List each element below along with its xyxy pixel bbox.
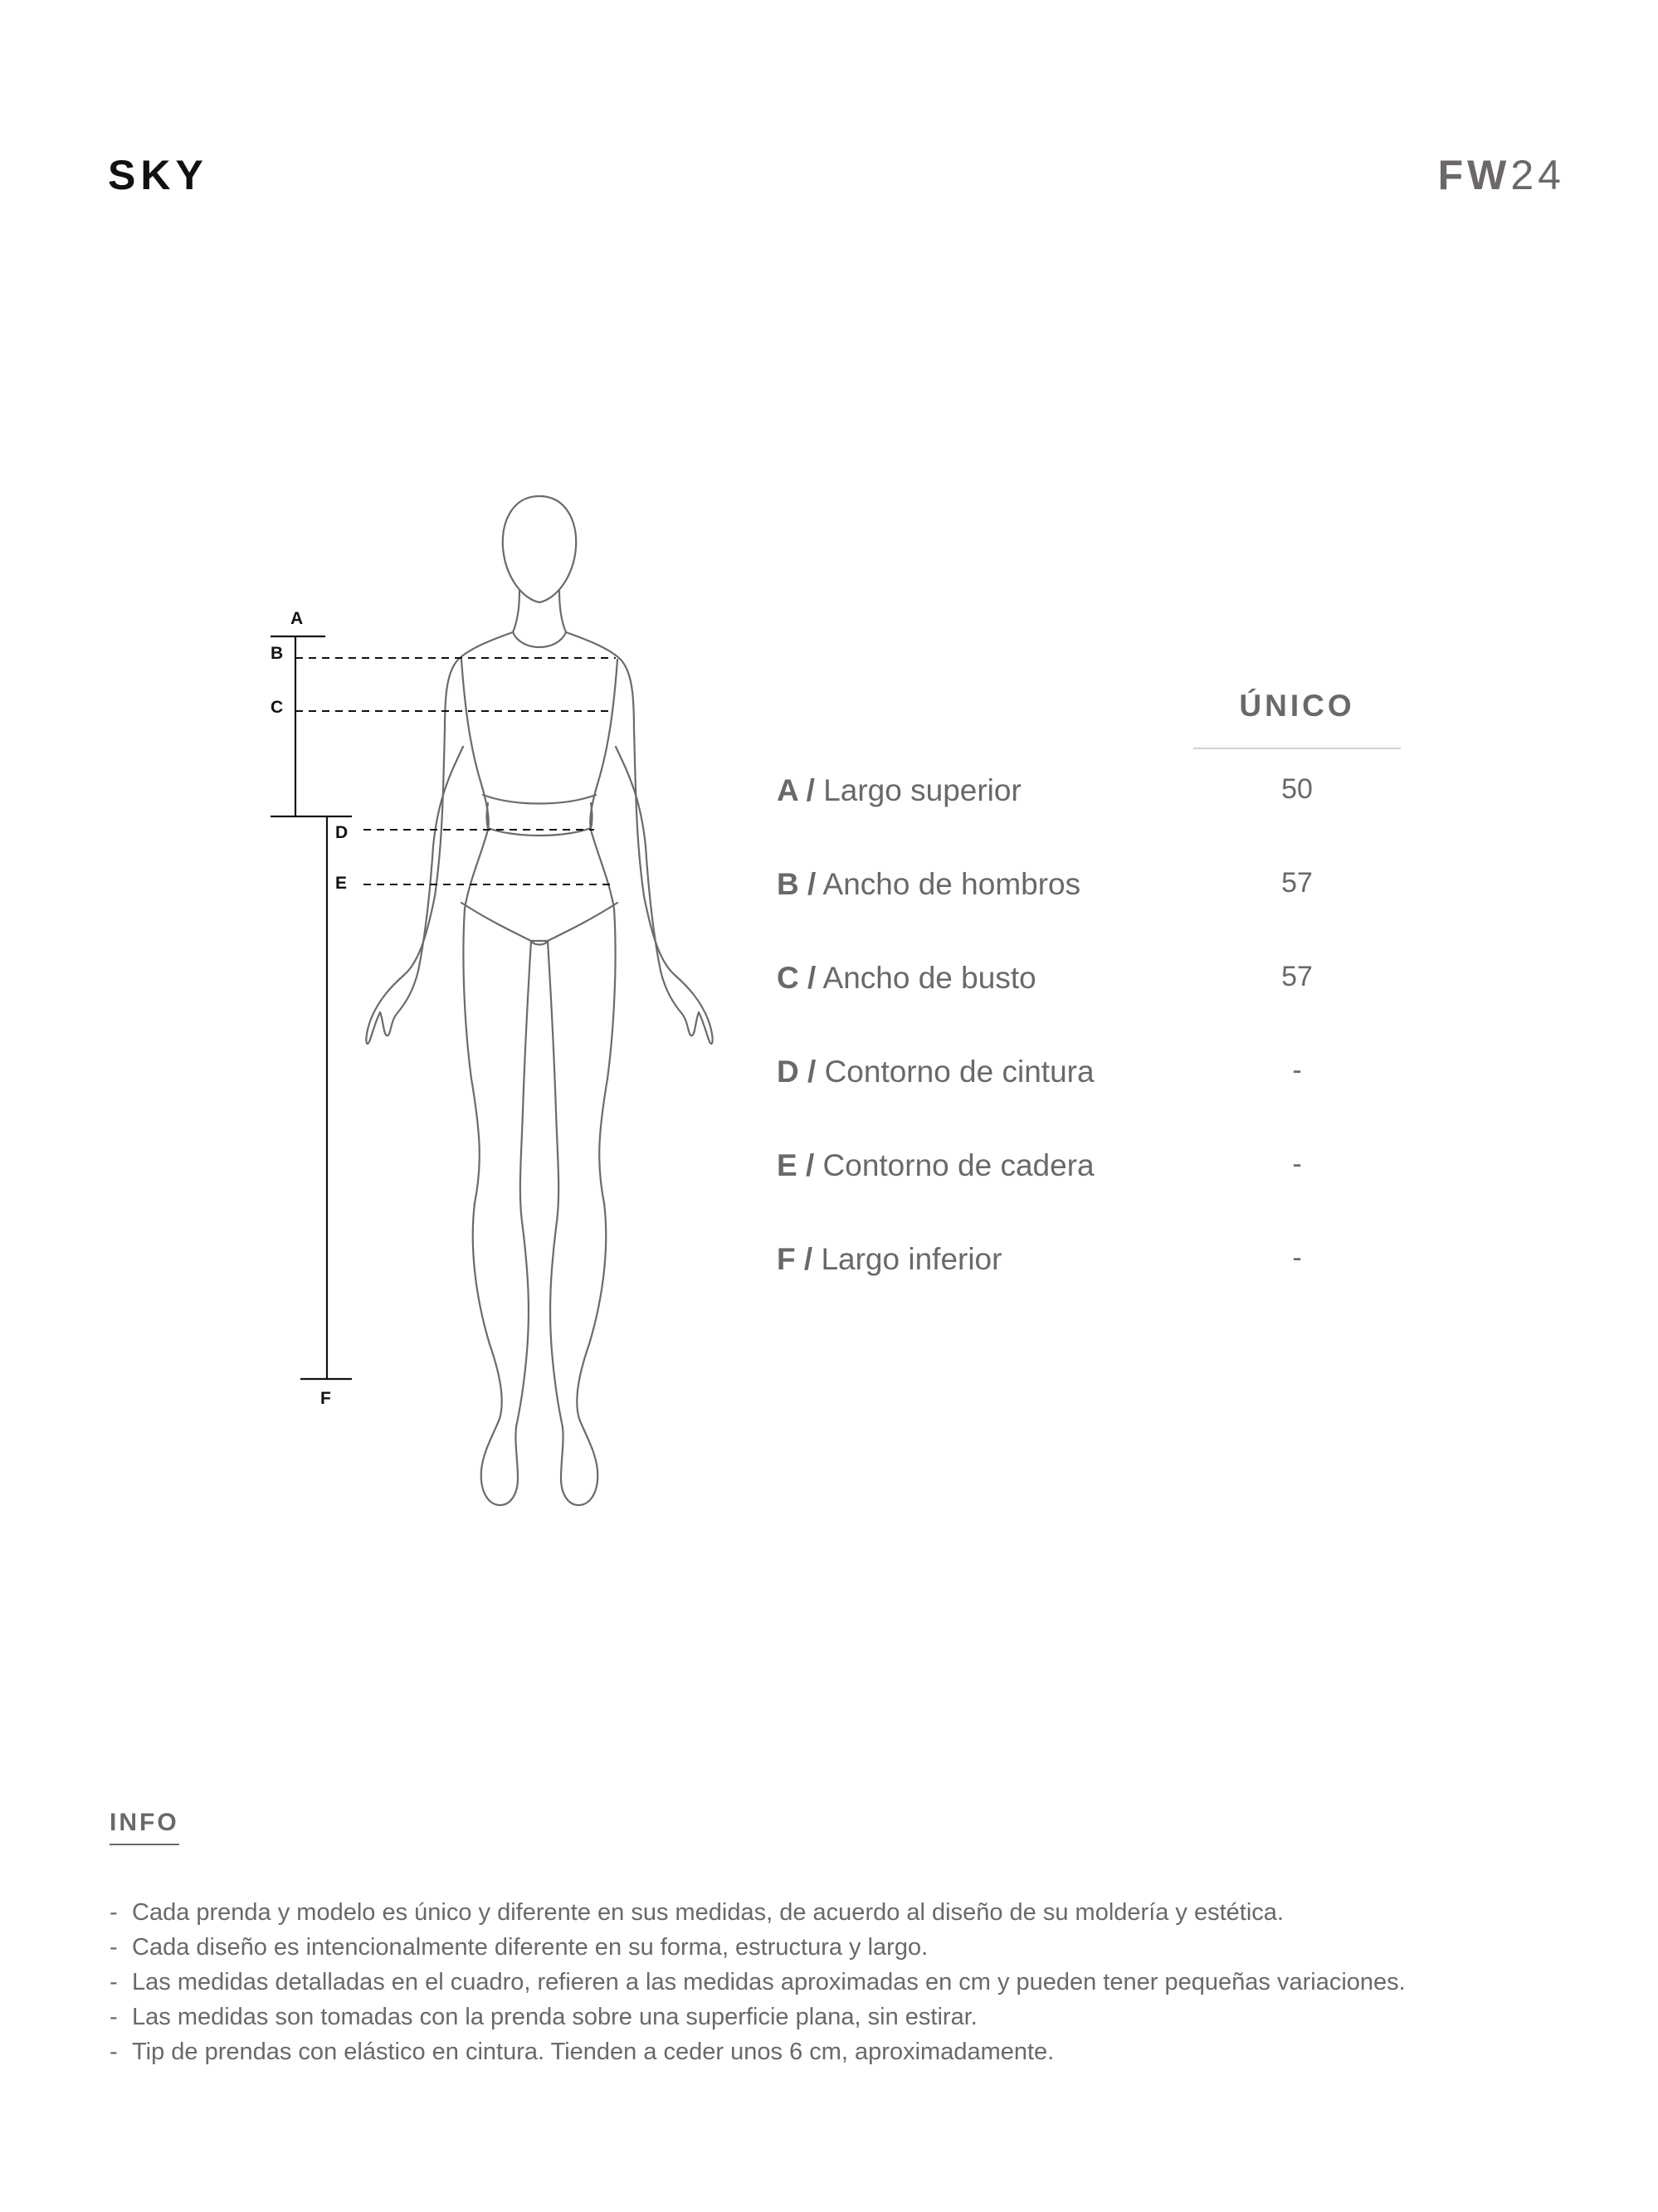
mannequin-right-inner-leg: [548, 941, 563, 1427]
measurement-value: 50: [1281, 773, 1313, 805]
mannequin-left-leg: [463, 909, 518, 1505]
brand-name: SKY: [108, 152, 208, 198]
diagram-label-e: E: [335, 874, 348, 893]
measurement-row-b: [777, 867, 1524, 909]
measurement-name: Largo superior: [823, 773, 1022, 807]
mannequin-torso-left: [461, 660, 489, 909]
info-heading: INFO: [110, 1809, 179, 1845]
mannequin-head: [503, 496, 576, 602]
measurement-value: -: [1292, 1148, 1302, 1180]
measurement-name: Ancho de hombros: [822, 867, 1081, 901]
mannequin-briefs: [461, 903, 617, 941]
measurement-label: [777, 867, 1080, 902]
size-column-header: ÚNICO: [1239, 689, 1355, 723]
info-item: - Tip de prendas con elástico en cintura. Tienden a ceder unos 6 cm, aproximadamente.: [110, 2039, 1055, 2065]
measurement-value: -: [1292, 1055, 1302, 1086]
measurement-key: B /: [777, 867, 817, 901]
mannequin-left-arm: [366, 632, 513, 1044]
info-item-text: Las medidas detalladas en el cuadro, refieren a las medidas aproximadas en cm y pueden tener pequeñas variaciones.: [132, 1969, 1406, 1995]
diagram-label-f: F: [320, 1389, 331, 1408]
diagram-label-a: A: [290, 609, 304, 628]
info-item: - Las medidas detalladas en el cuadro, refieren a las medidas aproximadas en cm y pueden tener pequeñas variaciones.: [110, 1969, 1406, 1995]
measurement-row-a: [777, 773, 1524, 815]
measurement-key: A /: [777, 773, 815, 807]
info-list: [110, 1895, 1406, 2069]
measurement-name: Contorno de cadera: [822, 1148, 1095, 1182]
mannequin-left-inner-leg: [516, 941, 531, 1427]
mannequin-neckline: [513, 632, 566, 647]
measurement-value: 57: [1281, 867, 1313, 899]
measurement-key: D /: [777, 1055, 817, 1089]
measurement-guides: [271, 636, 352, 1379]
mannequin-right-leg: [561, 909, 616, 1505]
measurement-row-e: [777, 1148, 1524, 1190]
info-item-text: Tip de prendas con elástico en cintura. Tienden a ceder unos 6 cm, aproximadamente.: [132, 2039, 1055, 2065]
mannequin-bust-band: [483, 795, 596, 804]
measurement-label: [777, 1055, 1095, 1089]
measurement-name: Contorno de cintura: [824, 1055, 1095, 1089]
measurement-label: [777, 1148, 1095, 1183]
diagram-label-d: D: [335, 823, 349, 842]
season-code-year: 24: [1510, 152, 1565, 198]
mannequin-waistband: [487, 803, 592, 836]
measurement-label: [777, 961, 1036, 996]
info-item-text: Cada prenda y modelo es único y diferente en sus medidas, de acuerdo al diseño de su moldería y estética.: [132, 1899, 1284, 1926]
measurement-value: 57: [1281, 961, 1313, 992]
info-item: - Cada prenda y modelo es único y diferente en sus medidas, de acuerdo al diseño de su moldería y estética.: [110, 1899, 1284, 1926]
info-item-text: Cada diseño es intencionalmente diferente en su forma, estructura y largo.: [132, 1934, 929, 1961]
measurement-row-f: [777, 1242, 1524, 1284]
measurement-name: Largo inferior: [821, 1242, 1002, 1276]
season-code-bold: FW: [1437, 152, 1511, 198]
mannequin-torso-right: [590, 660, 617, 909]
measurement-name: Ancho de busto: [822, 961, 1036, 995]
mannequin-neck: [513, 591, 566, 632]
mannequin-figure: [366, 496, 712, 1505]
info-item-text: Las medidas son tomadas con la prenda sobre una superficie plana, sin estirar.: [132, 2004, 978, 2030]
measurement-key: F /: [777, 1242, 813, 1276]
measurement-key: E /: [777, 1148, 815, 1182]
info-item: - Cada diseño es intencionalmente diferente en su forma, estructura y largo.: [110, 1934, 929, 1961]
diagram-label-b: B: [271, 644, 284, 663]
measurement-dashed-lines: [295, 658, 616, 884]
measurement-label: [777, 773, 1022, 808]
size-header-divider: [1193, 748, 1401, 749]
measurement-value: -: [1292, 1242, 1302, 1274]
measurement-key: C /: [777, 961, 817, 995]
mannequin-right-arm: [566, 632, 713, 1044]
measurement-row-c: [777, 961, 1524, 1002]
info-item: - Las medidas son tomadas con la prenda sobre una superficie plana, sin estirar.: [110, 2004, 978, 2030]
diagram-label-c: C: [271, 698, 284, 717]
measurement-row-d: [777, 1055, 1524, 1096]
measurement-label: [777, 1242, 1002, 1277]
